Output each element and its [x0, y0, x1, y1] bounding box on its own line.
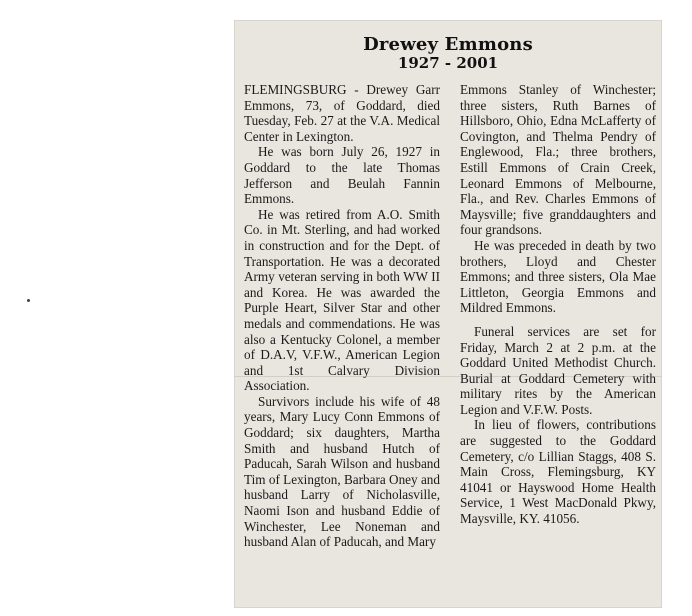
paragraph-death-notice: FLEMINGSBURG - Drewey Garr Emmons, 73, of Goddard, died Tuesday, Feb. 27 at the V.A. Medical Center in Lexington.: [244, 82, 440, 144]
paragraph-survivors: Survivors include his wife of 48 years, Mary Lucy Conn Emmons of Goddard; six daughters, Martha Smith and husband Hutch of Paducah, Sarah Wilson and husband Tim of Lexington, Barbara Oney and husband Larry of Nicholasville, Naomi Ison and husband Eddie of Winchester, Lee Noneman and husband Alan of Paducah, and Mary: [244, 393, 440, 550]
paragraph-funeral: Funeral services are set for Friday, March 2 at 2 p.m. at the Goddard United Methodist Church. Burial at Goddard Cemetery with military rites by the American Legion and V.F.W. Posts.: [460, 323, 656, 417]
scan-speck: [27, 299, 30, 302]
newspaper-clipping: [234, 20, 662, 608]
obituary-name: Drewey Emmons: [363, 34, 533, 55]
paragraph-birth: He was born July 26, 1927 in Goddard to the late Thomas Jefferson and Beulah Fannin Emmons.: [244, 144, 440, 207]
obituary-years: 1927 - 2001: [397, 54, 499, 72]
paragraph-career: He was retired from A.O. Smith Co. in Mt. Sterling, and had worked in construction and for the Dept. of Transportation. He was a decorated Army veteran serving in both WW II and Korea. He was awarded the Purple Heart, Silver Star and other medals and commendations. He was also a Kentucky Colonel, a member of D.A.V, V.F.W., American Legion and 1st Calvary Division Association.: [244, 206, 440, 394]
paragraph-survivors-continued: Emmons Stanley of Winchester; three sisters, Ruth Barnes of Hillsboro, Ohio, Edna McLafferty of Covington, and Thelma Pendry of Englewood, Fla.; three brothers, Estill Emmons of Crain Creek, Leonard Emmons of Melbourne, Fla., and Rev. Charles Emmons of Maysville; five granddaughters and four grandsons.: [460, 82, 656, 238]
right-column: [460, 82, 656, 527]
left-column: [244, 82, 440, 550]
paragraph-preceded: He was preceded in death by two brothers, Lloyd and Chester Emmons; and three sisters, Ola Mae Littleton, Georgia Emmons and Mildred Emmons.: [460, 237, 656, 316]
paragraph-contributions: In lieu of flowers, contributions are suggested to the Goddard Cemetery, c/o Lillian Staggs, 408 S. Main Cross, Flemingsburg, KY 41041 or Hayswood Home Health Service, 1 West MacDonald Pkwy, Maysville, KY. 41056.: [460, 417, 656, 527]
